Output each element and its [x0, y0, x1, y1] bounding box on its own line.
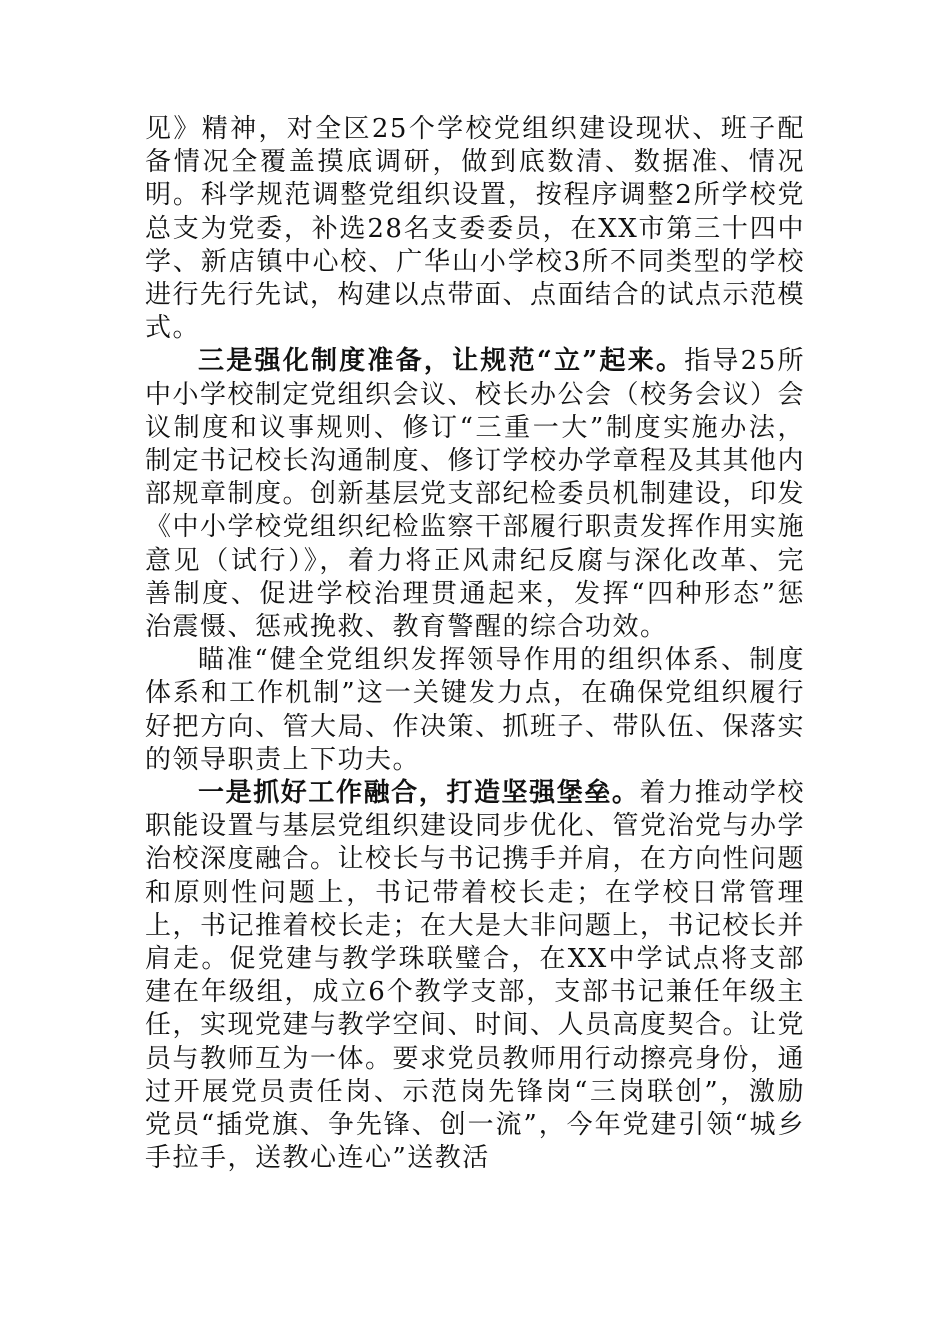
paragraph-1: [145, 113, 805, 345]
paragraph-2-text: 指导25所中小学校制定党组织会议、校长办公会（校务会议）会议制度和议事规则、修订“三重一大”制度实施办法，制定书记校长沟通制度、修订学校办学章程及其其他内部规章制度。创新基层党支部纪检委员机制建设，印发《中小学校党组织纪检监察干部履行职责发挥作用实施意见（试行）》，着力将正风肃纪反腐与深化改革、完善制度、促进学校治理贯通起来，发挥“四种形态”惩治震慑、惩戒挽救、教育警醒的综合功效。: [145, 346, 806, 643]
paragraph-2: [145, 345, 805, 644]
document-body: [145, 113, 805, 1176]
paragraph-2-lead: 三是强化制度准备，让规范“立”起来。: [198, 346, 685, 377]
paragraph-1-text: 见》精神，对全区25个学校党组织建设现状、班子配备情况全覆盖摸底调研，做到底数清、数据准、情况明。科学规范调整党组织设置，按程序调整2所学校党总支为党委，补选28名支委委员，在XX市第三十四中学、新店镇中心校、广华山小学校3所不同类型的学校进行先行先试，构建以点带面、点面结合的试点示范模式。: [145, 114, 806, 344]
paragraph-4-text: 着力推动学校职能设置与基层党组织建设同步优化、管党治党与办学治校深度融合。让校长与书记携手并肩，在方向性问题和原则性问题上，书记带着校长走；在学校日常管理上，书记推着校长走；在大是大非问题上，书记校长并肩走。促党建与教学珠联璧合，在XX中学试点将支部建在年级组，成立6个教学支部，支部书记兼任年级主任，实现党建与教学空间、时间、人员高度契合。让党员与教师互为一体。要求党员教师用行动擦亮身份，通过开展党员责任岗、示范岗先锋岗“三岗联创”，激励党员“插党旗、争先锋、创一流”，今年党建引领“城乡手拉手，送教心连心”送教活: [145, 778, 806, 1174]
paragraph-4: [145, 777, 805, 1175]
paragraph-3-text: 瞄准“健全党组织发挥领导作用的组织体系、制度体系和工作机制”这一关键发力点，在确保党组织履行好把方向、管大局、作决策、抓班子、带队伍、保落实的领导职责上下功夫。: [145, 645, 806, 775]
paragraph-4-lead: 一是抓好工作融合，打造坚强堡垒。: [198, 778, 640, 809]
paragraph-3: [145, 644, 805, 777]
